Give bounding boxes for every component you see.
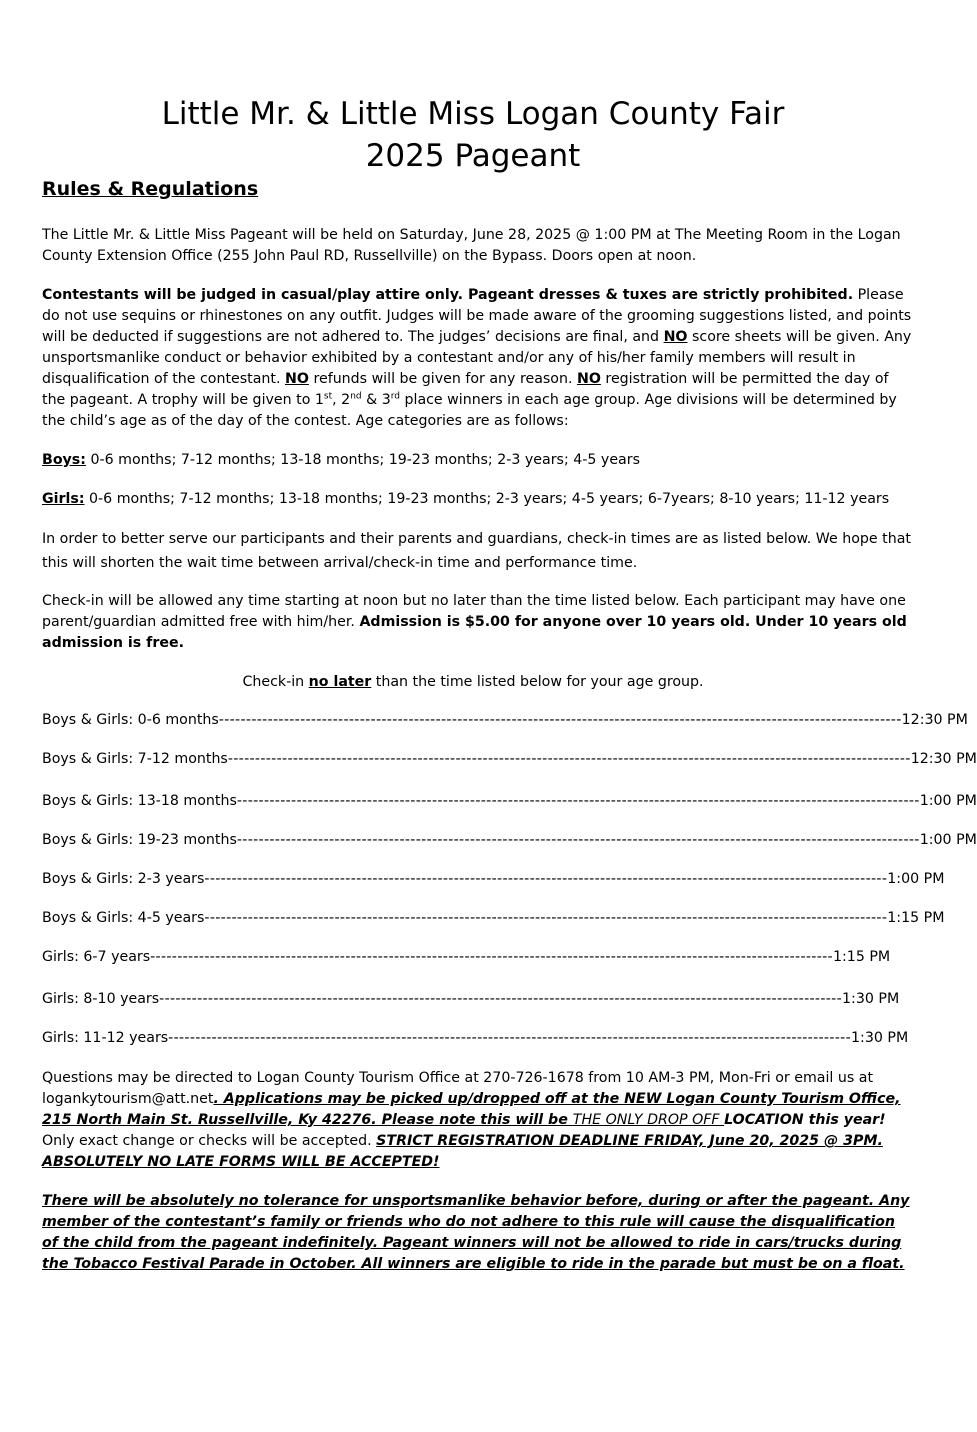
leader-dashes: ------------------------------------------------------------------------------------------------------------------------------ (204, 910, 888, 926)
schedule-time: 1:00 PM (887, 871, 945, 887)
schedule-group: Girls: 11-12 years (42, 1030, 169, 1046)
tolerance-paragraph: There will be absolutely no tolerance for unsportsmanlike behavior before, during or after the pageant. Any member of the contestant’s family or friends who do not adhere to this rule will cause the disqualification of the child from the pageant indefinitely. Pageant winners will not be allowed to ride in cars/trucks during the Tobacco Festival Parade in October. All winners are eligible to ride in the parade but must be on a float. (42, 1193, 910, 1272)
schedule-group: Boys & Girls: 0-6 months (42, 712, 219, 728)
ordinal-sup: st (323, 391, 333, 402)
no-emphasis: NO (576, 371, 601, 387)
girls-text: 0-6 months; 7-12 months; 13-18 months; 19-23 months; 2-3 years; 4-5 years; 6-7years; 8-10 years; 11-12 years (84, 491, 890, 507)
schedule-time: 1:30 PM (842, 991, 900, 1007)
schedule-group: Girls: 8-10 years (42, 991, 160, 1007)
checkin-intro (42, 527, 922, 575)
schedule-group: Boys & Girls: 2-3 years (42, 871, 205, 887)
rules-text-3: refunds will be given for any reason. (308, 371, 577, 387)
schedule-time: 1:00 PM (919, 793, 977, 809)
questions-text: Questions may be directed to Logan County Tourism Office at 270-726-1678 from 10 AM-3 PM, Mon-Fri or email us at logankytourism@att.net (42, 1070, 874, 1107)
girls-label: Girls: (42, 491, 85, 507)
ordinal-sup: nd (350, 391, 362, 402)
schedule-row (42, 710, 968, 731)
no-emphasis: NO (285, 371, 309, 387)
no-emphasis: NO (663, 329, 688, 345)
rules-text-5: , 2 (332, 392, 351, 408)
girls-categories (42, 489, 912, 510)
ordinal-sup: rd (390, 391, 400, 402)
section-heading: Rules & Regulations (42, 178, 259, 200)
no-later-emphasis: no later (308, 674, 372, 690)
applications-info: . Applications may be picked up/dropped off at the NEW Logan County Tourism Office, 215 North Main St. Russellville, Ky 42276. Please note this will be (42, 1091, 901, 1128)
schedule-group: Boys & Girls: 4-5 years (42, 910, 205, 926)
rules-text-2: score sheets will be given. Any unsportsmanlike conduct or behavior exhibited by a contestant and/or any of his/her family members will result in disqualification of the contestant. (42, 329, 912, 387)
checkin-note (0, 672, 946, 693)
schedule-row (42, 749, 977, 770)
leader-dashes: ------------------------------------------------------------------------------------------------------------------------------ (150, 949, 833, 965)
leader-dashes: ------------------------------------------------------------------------------------------------------------------------------ (168, 1030, 852, 1046)
admission-bold: Admission is $5.00 for anyone over 10 years old. Under 10 years old admission is free. (42, 614, 907, 651)
deadline-note: STRICT REGISTRATION DEADLINE FRIDAY, June 20, 2025 @ 3PM. ABSOLUTELY NO LATE FORMS WILL BE ACCEPTED! (42, 1133, 883, 1170)
leader-dashes: ------------------------------------------------------------------------------------------------------------------------------ (236, 832, 920, 848)
checkin-rules (42, 591, 912, 654)
leader-dashes: ------------------------------------------------------------------------------------------------------------------------------ (236, 793, 920, 809)
leader-dashes: ------------------------------------------------------------------------------------------------------------------------------ (159, 991, 843, 1007)
schedule-time: 12:30 PM (910, 751, 977, 767)
checkin-note-pre: Check-in (242, 674, 309, 690)
exact-change-note: Only exact change or checks will be accepted. (42, 1133, 377, 1149)
rules-bold-lead: Contestants will be judged in casual/play attire only. Pageant dresses & tuxes are strictly prohibited. (42, 287, 854, 303)
title-line-2: 2025 Pageant (365, 138, 581, 174)
checkin-intro-line-1: In order to better serve our participants and their parents and guardians, check-in times are as listed below. We hope that (42, 531, 911, 547)
schedule-group: Boys & Girls: 7-12 months (42, 751, 228, 767)
boys-categories (42, 450, 912, 471)
rules-text-4: registration will be permitted the day of the pageant. A trophy will be given to 1 (42, 371, 889, 408)
intro-paragraph: The Little Mr. & Little Miss Pageant will be held on Saturday, June 28, 2025 @ 1:00 PM at The Meeting Room in the Logan County Extension Office (255 John Paul RD, Russellville) on the Bypass. Doors open at noon. (42, 227, 901, 264)
location-note: LOCATION this year! (724, 1112, 886, 1128)
schedule-row (42, 947, 891, 968)
schedule-time: 1:15 PM (832, 949, 891, 965)
schedule-time: 1:30 PM (851, 1030, 909, 1046)
schedule-time: 1:15 PM (887, 910, 945, 926)
checkin-intro-line-2: this will shorten the wait time between arrival/check-in time and performance time. (42, 555, 638, 571)
schedule-row (42, 869, 945, 890)
schedule-group: Boys & Girls: 19-23 months (42, 832, 237, 848)
boys-text: 0-6 months; 7-12 months; 13-18 months; 19-23 months; 2-3 years; 4-5 years (85, 452, 640, 468)
leader-dashes: ------------------------------------------------------------------------------------------------------------------------------ (218, 712, 902, 728)
rules-text-7: place winners in each age group. Age divisions will be determined by the child’s age as of the day of the contest. Age categories are as follows: (42, 392, 897, 429)
checkin-rules-text: Check-in will be allowed any time starting at noon but no later than the time listed below. Each participant may have one parent/guardian admitted free with him/her. (42, 593, 906, 630)
rules-text-6: & 3 (361, 392, 391, 408)
schedule-group: Girls: 6-7 years (42, 949, 151, 965)
questions-paragraph (42, 1068, 912, 1173)
schedule-row (42, 1028, 909, 1049)
only-drop-off: THE ONLY DROP OFF (572, 1112, 725, 1128)
schedule-time: 12:30 PM (901, 712, 968, 728)
boys-label: Boys: (42, 452, 86, 468)
schedule-group: Boys & Girls: 13-18 months (42, 793, 237, 809)
rules-paragraph (42, 285, 912, 432)
schedule-row (42, 908, 945, 929)
schedule-row (42, 830, 977, 851)
schedule-time: 1:00 PM (919, 832, 977, 848)
schedule-row (42, 791, 977, 812)
leader-dashes: ------------------------------------------------------------------------------------------------------------------------------ (227, 751, 911, 767)
title-line-1: Little Mr. & Little Miss Logan County Fair (161, 96, 785, 132)
schedule-row (42, 989, 900, 1010)
checkin-note-post: than the time listed below for your age group. (371, 674, 704, 690)
rules-text-1: Please do not use sequins or rhinestones on any outfit. Judges will be made aware of the grooming suggestions listed, and points will be deducted if suggestions are not adhered to. The judges’ decisions are final, and (42, 287, 912, 345)
leader-dashes: ------------------------------------------------------------------------------------------------------------------------------ (204, 871, 888, 887)
